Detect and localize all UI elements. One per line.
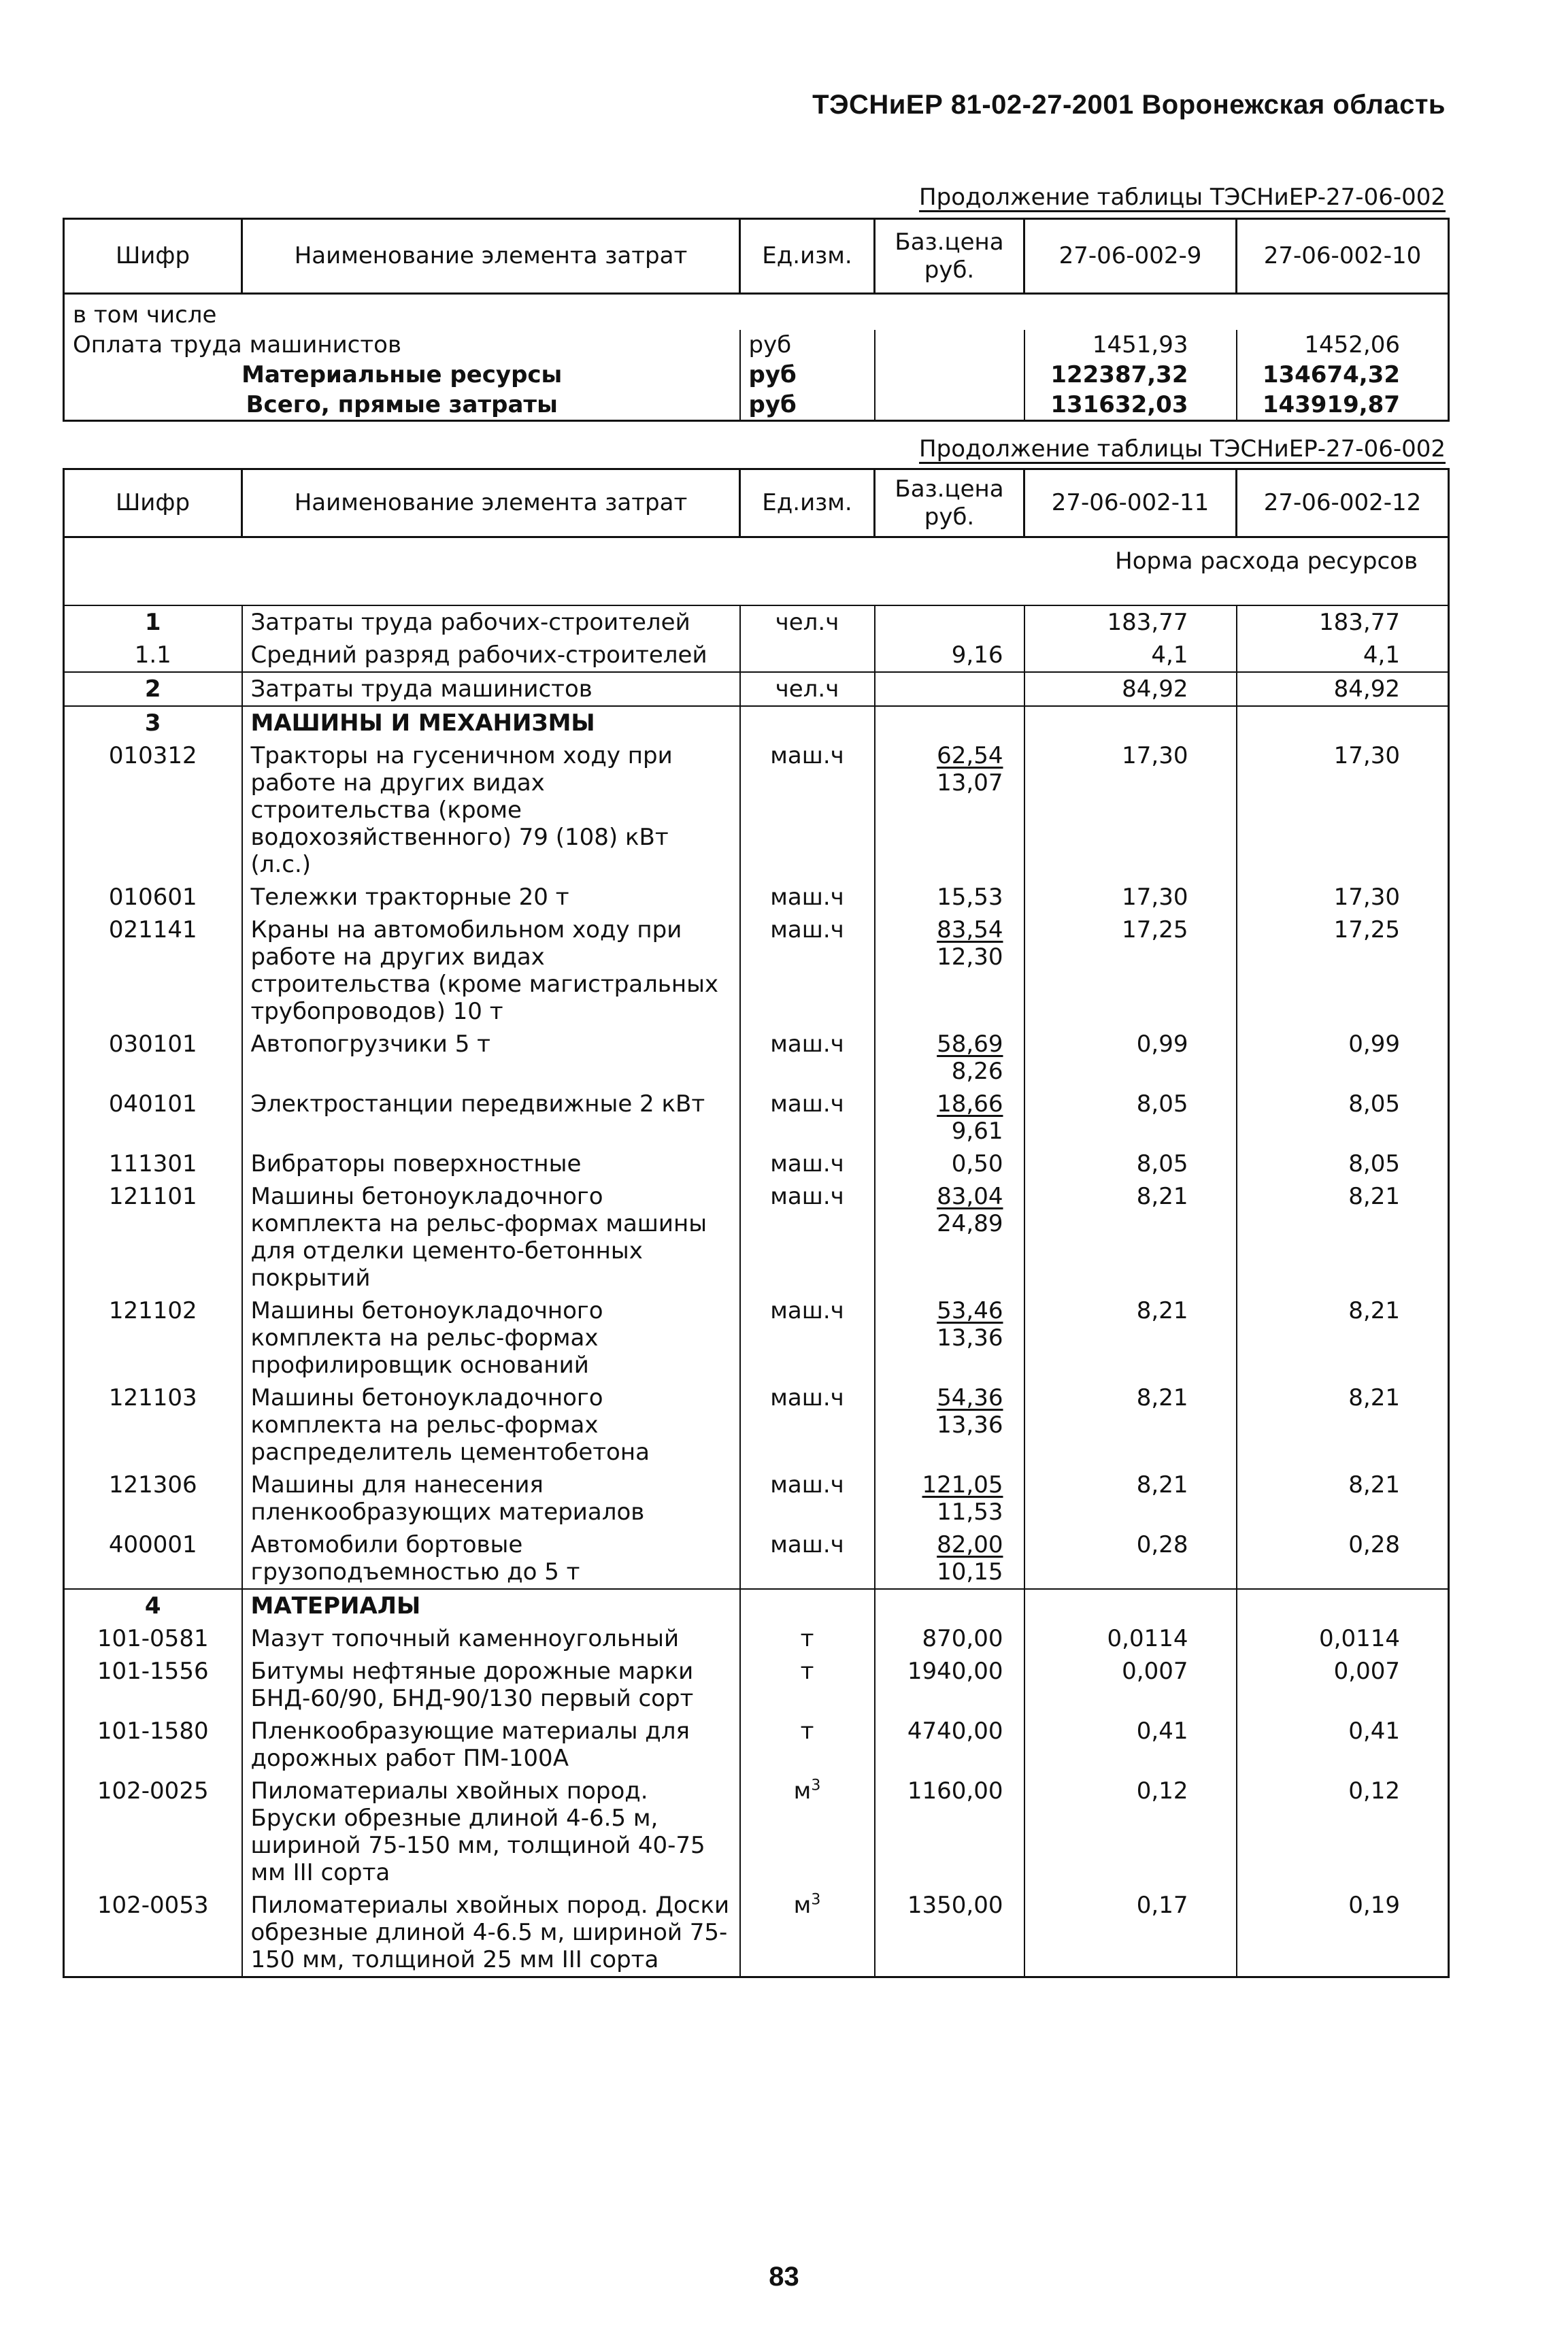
row-unit [740, 1148, 875, 1180]
unit-text: маш.ч [770, 916, 844, 943]
table-row [64, 1148, 1449, 1180]
table-header-row [64, 219, 1449, 294]
row-name: Затраты труда машинистов [242, 672, 740, 706]
header-col-a: 27-06-002-11 [1024, 469, 1237, 537]
resources-table-body [64, 605, 1449, 1977]
unit-superscript: 3 [811, 1777, 821, 1794]
row-value-a: 0,99 [1024, 1028, 1237, 1088]
header-name: Наименование элемента затрат [242, 219, 740, 294]
unit-text: чел.ч [775, 608, 839, 636]
header-col-a: 27-06-002-9 [1024, 219, 1237, 294]
row-price [875, 1382, 1024, 1469]
row-value-a: 8,21 [1024, 1180, 1237, 1294]
row-value-b: 8,05 [1237, 1088, 1449, 1148]
row-price [875, 706, 1024, 739]
row-value-a: 8,21 [1024, 1294, 1237, 1382]
row-unit [740, 1655, 875, 1715]
table-row [64, 330, 1449, 360]
row-price [875, 1028, 1024, 1088]
unit-text: маш.ч [770, 1030, 844, 1058]
row-unit [740, 1382, 875, 1469]
row-price [875, 360, 1024, 390]
row-name: Электростанции передвижные 2 кВт [242, 1088, 740, 1148]
header-col-b: 27-06-002-12 [1237, 469, 1449, 537]
row-value-b: 183,77 [1237, 605, 1449, 639]
unit-text: маш.ч [770, 1182, 844, 1210]
row-value-a: 17,30 [1024, 739, 1237, 881]
row-value-a: 0,0114 [1024, 1622, 1237, 1655]
row-name: Пиломатериалы хвойных пород. Бруски обрезные длиной 4-6.5 м, шириной 75-150 мм, толщиной 40-75 мм III сорта [242, 1775, 740, 1889]
row-unit [740, 1088, 875, 1148]
row-price [875, 1889, 1024, 1977]
unit-superscript: 3 [811, 1891, 821, 1909]
price-value: 58,69 [937, 1030, 1003, 1058]
row-code: 102-0053 [64, 1889, 242, 1977]
header-price: Баз.цена руб. [875, 219, 1024, 294]
price-labor-value: 13,07 [937, 769, 1003, 797]
price-value: 121,05 [922, 1471, 1003, 1499]
row-value-b [1237, 706, 1449, 739]
row-name: Автопогрузчики 5 т [242, 1028, 740, 1088]
row-value-b: 8,21 [1237, 1469, 1449, 1528]
row-value-b [1237, 1589, 1449, 1622]
row-price [875, 330, 1024, 360]
row-unit: руб [740, 390, 875, 421]
row-code: 1.1 [64, 639, 242, 672]
row-code: 121101 [64, 1180, 242, 1294]
row-code: 021141 [64, 914, 242, 1028]
row-name: Машины бетоноукладочного комплекта на рельс-формах машины для отделки цементо-бетонных покрытий [242, 1180, 740, 1294]
unit-text: т [800, 1624, 814, 1652]
row-value-a: 8,05 [1024, 1148, 1237, 1180]
row-code: 121102 [64, 1294, 242, 1382]
row-code: 101-0581 [64, 1622, 242, 1655]
row-value-a: 17,25 [1024, 914, 1237, 1028]
row-price [875, 1469, 1024, 1528]
price-labor-value: 24,89 [937, 1209, 1003, 1237]
table-caption-1: Продолжение таблицы ТЭСНиЕР-27-06-002 [919, 184, 1446, 211]
row-name: Мазут топочный каменноугольный [242, 1622, 740, 1655]
table-row [64, 672, 1449, 706]
header-unit: Ед.изм. [740, 469, 875, 537]
row-value-a: 131632,03 [1024, 390, 1237, 421]
row-value-a: 0,41 [1024, 1715, 1237, 1775]
table-row [64, 1088, 1449, 1148]
row-name: Машины бетоноукладочного комплекта на рельс-формах профилировщик оснований [242, 1294, 740, 1382]
row-name: Тележки тракторные 20 т [242, 881, 740, 914]
row-price [875, 1655, 1024, 1715]
price-value: 53,46 [937, 1297, 1003, 1324]
row-code: 040101 [64, 1088, 242, 1148]
row-code: 121306 [64, 1469, 242, 1528]
row-unit [740, 672, 875, 706]
row-code: 121103 [64, 1382, 242, 1469]
price-value: 1940,00 [907, 1657, 1003, 1685]
row-code: 101-1556 [64, 1655, 242, 1715]
table-row [64, 706, 1449, 739]
row-price [875, 1622, 1024, 1655]
row-unit [740, 1294, 875, 1382]
row-name: Оплата труда машинистов [64, 330, 740, 360]
document-title: ТЭСНиЕР 81-02-27-2001 Воронежская область [812, 90, 1446, 120]
row-unit [740, 1528, 875, 1589]
row-name: Средний разряд рабочих-строителей [242, 639, 740, 672]
table-row [64, 1180, 1449, 1294]
row-code: 010312 [64, 739, 242, 881]
price-labor-value: 13,36 [937, 1411, 1003, 1439]
row-code: 4 [64, 1589, 242, 1622]
row-name: Битумы нефтяные дорожные марки БНД-60/90, БНД-90/130 первый сорт [242, 1655, 740, 1715]
price-value: 82,00 [937, 1530, 1003, 1558]
row-price [875, 1180, 1024, 1294]
unit-text: маш.ч [770, 883, 844, 911]
resources-table [63, 468, 1450, 1978]
row-price [875, 739, 1024, 881]
header-name: Наименование элемента затрат [242, 469, 740, 537]
price-value: 1350,00 [907, 1891, 1003, 1919]
unit-text: маш.ч [770, 1384, 844, 1411]
row-unit [740, 639, 875, 672]
row-value-b: 17,30 [1237, 881, 1449, 914]
price-value: 83,04 [937, 1182, 1003, 1210]
table-row [64, 360, 1449, 390]
row-value-b: 17,25 [1237, 914, 1449, 1028]
row-value-b: 0,007 [1237, 1655, 1449, 1715]
row-value-b: 84,92 [1237, 672, 1449, 706]
table-row [64, 1589, 1449, 1622]
header-code: Шифр [64, 469, 242, 537]
table-row [64, 1622, 1449, 1655]
row-value-a: 8,21 [1024, 1382, 1237, 1469]
row-name: Краны на автомобильном ходу при работе на других видах строительства (кроме магистральных трубопроводов) 10 т [242, 914, 740, 1028]
row-code: 1 [64, 605, 242, 639]
price-value: 18,66 [937, 1090, 1003, 1118]
price-value: 54,36 [937, 1384, 1003, 1411]
row-price [875, 1589, 1024, 1622]
row-unit: руб [740, 360, 875, 390]
table-row [64, 1655, 1449, 1715]
row-unit [740, 1715, 875, 1775]
row-value-a: 0,28 [1024, 1528, 1237, 1589]
row-value-a: 1451,93 [1024, 330, 1237, 360]
price-value: 15,53 [937, 883, 1003, 911]
row-price [875, 639, 1024, 672]
row-price [875, 1088, 1024, 1148]
norm-row [64, 537, 1449, 605]
row-code: 3 [64, 706, 242, 739]
table-row [64, 1715, 1449, 1775]
unit-text: маш.ч [770, 741, 844, 769]
table-row [64, 390, 1449, 421]
table-row [64, 881, 1449, 914]
row-code: 102-0025 [64, 1775, 242, 1889]
row-price [875, 605, 1024, 639]
unit-text: т [800, 1717, 814, 1745]
row-name: Автомобили бортовые грузоподъемностью до 5 т [242, 1528, 740, 1589]
row-code: 101-1580 [64, 1715, 242, 1775]
table-row [64, 1528, 1449, 1589]
row-value-b: 143919,87 [1237, 390, 1449, 421]
table-row [64, 739, 1449, 881]
table-row [64, 1775, 1449, 1889]
table-caption-2: Продолжение таблицы ТЭСНиЕР-27-06-002 [919, 435, 1446, 463]
price-labor-value: 12,30 [937, 943, 1003, 971]
table-row [64, 1382, 1449, 1469]
row-value-a: 183,77 [1024, 605, 1237, 639]
row-code: 400001 [64, 1528, 242, 1589]
row-price [875, 1148, 1024, 1180]
row-unit [740, 881, 875, 914]
price-value: 4740,00 [907, 1717, 1003, 1745]
row-value-b: 0,19 [1237, 1889, 1449, 1977]
row-code: 111301 [64, 1148, 242, 1180]
row-value-b: 8,21 [1237, 1382, 1449, 1469]
header-unit: Ед.изм. [740, 219, 875, 294]
row-value-b: 4,1 [1237, 639, 1449, 672]
row-name: Пленкообразующие материалы для дорожных работ ПМ-100А [242, 1715, 740, 1775]
norm-label: Норма расхода ресурсов [64, 537, 1449, 605]
header-price: Баз.цена руб. [875, 469, 1024, 537]
price-labor-value: 9,61 [951, 1117, 1003, 1145]
row-name: Тракторы на гусеничном ходу при работе на других видах строительства (кроме водохозяйственного) 79 (108) кВт (л.с.) [242, 739, 740, 881]
row-name: Затраты труда рабочих-строителей [242, 605, 740, 639]
row-value-a: 122387,32 [1024, 360, 1237, 390]
row-value-a: 17,30 [1024, 881, 1237, 914]
row-price [875, 914, 1024, 1028]
table-row [64, 1028, 1449, 1088]
table-row [64, 639, 1449, 672]
row-value-b: 8,21 [1237, 1180, 1449, 1294]
row-label: в том числе [64, 294, 1449, 331]
price-value: 1160,00 [907, 1777, 1003, 1805]
row-unit [740, 1889, 875, 1977]
unit-text: маш.ч [770, 1297, 844, 1324]
row-value-b: 134674,32 [1237, 360, 1449, 390]
table-row [64, 605, 1449, 639]
unit-text: т [800, 1657, 814, 1685]
row-unit: руб [740, 330, 875, 360]
price-value: 0,50 [951, 1150, 1003, 1177]
unit-text: маш.ч [770, 1090, 844, 1118]
header-col-b: 27-06-002-10 [1237, 219, 1449, 294]
row-price [875, 1294, 1024, 1382]
row-name: Материальные ресурсы [64, 360, 740, 390]
row-value-b: 1452,06 [1237, 330, 1449, 360]
row-unit [740, 1622, 875, 1655]
table-row [64, 914, 1449, 1028]
row-value-b: 17,30 [1237, 739, 1449, 881]
row-price [875, 672, 1024, 706]
row-value-b: 8,21 [1237, 1294, 1449, 1382]
price-value: 62,54 [937, 741, 1003, 769]
row-unit [740, 1469, 875, 1528]
unit-text: маш.ч [770, 1530, 844, 1558]
row-price [875, 1715, 1024, 1775]
row-value-a: 0,17 [1024, 1889, 1237, 1977]
row-value-a: 0,007 [1024, 1655, 1237, 1715]
unit-text: маш.ч [770, 1471, 844, 1499]
row-value-a: 8,21 [1024, 1469, 1237, 1528]
row-value-a: 8,05 [1024, 1088, 1237, 1148]
price-labor-value: 8,26 [951, 1057, 1003, 1085]
row-value-b: 0,12 [1237, 1775, 1449, 1889]
row-name: Машины бетоноукладочного комплекта на рельс-формах распределитель цементобетона [242, 1382, 740, 1469]
row-unit [740, 1589, 875, 1622]
row-price [875, 390, 1024, 421]
unit-text: м [793, 1777, 812, 1805]
header-code: Шифр [64, 219, 242, 294]
row-value-b: 0,99 [1237, 1028, 1449, 1088]
row-name: МАШИНЫ И МЕХАНИЗМЫ [242, 706, 740, 739]
row-price [875, 1775, 1024, 1889]
price-value: 9,16 [951, 641, 1003, 669]
table-header-row [64, 469, 1449, 537]
unit-text: маш.ч [770, 1150, 844, 1177]
row-value-b: 0,0114 [1237, 1622, 1449, 1655]
row-code: 010601 [64, 881, 242, 914]
row-value-a [1024, 706, 1237, 739]
row-value-a [1024, 1589, 1237, 1622]
row-value-a: 4,1 [1024, 639, 1237, 672]
row-value-a: 84,92 [1024, 672, 1237, 706]
row-code: 2 [64, 672, 242, 706]
row-unit [740, 1028, 875, 1088]
table-row [64, 1294, 1449, 1382]
row-value-a: 0,12 [1024, 1775, 1237, 1889]
row-unit [740, 1775, 875, 1889]
row-price [875, 881, 1024, 914]
row-name: Вибраторы поверхностные [242, 1148, 740, 1180]
summary-table [63, 218, 1450, 422]
row-unit [740, 914, 875, 1028]
price-value: 870,00 [922, 1624, 1003, 1652]
table-row [64, 1889, 1449, 1977]
row-unit [740, 1180, 875, 1294]
row-value-b: 0,41 [1237, 1715, 1449, 1775]
row-value-b: 8,05 [1237, 1148, 1449, 1180]
price-labor-value: 13,36 [937, 1324, 1003, 1352]
row-name: Пиломатериалы хвойных пород. Доски обрезные длиной 4-6.5 м, шириной 75-150 мм, толщиной 25 мм III сорта [242, 1889, 740, 1977]
unit-text: чел.ч [775, 675, 839, 703]
row-unit [740, 706, 875, 739]
row-price [875, 1528, 1024, 1589]
table-row [64, 1469, 1449, 1528]
row-name: Машины для нанесения пленкообразующих материалов [242, 1469, 740, 1528]
table-row [64, 294, 1449, 331]
row-value-b: 0,28 [1237, 1528, 1449, 1589]
row-name: МАТЕРИАЛЫ [242, 1589, 740, 1622]
unit-text: м [793, 1891, 812, 1919]
row-name: Всего, прямые затраты [64, 390, 740, 421]
price-value: 83,54 [937, 916, 1003, 943]
row-unit [740, 739, 875, 881]
page-number: 83 [769, 2262, 799, 2292]
row-unit [740, 605, 875, 639]
price-labor-value: 10,15 [937, 1558, 1003, 1586]
price-labor-value: 11,53 [937, 1498, 1003, 1526]
row-code: 030101 [64, 1028, 242, 1088]
